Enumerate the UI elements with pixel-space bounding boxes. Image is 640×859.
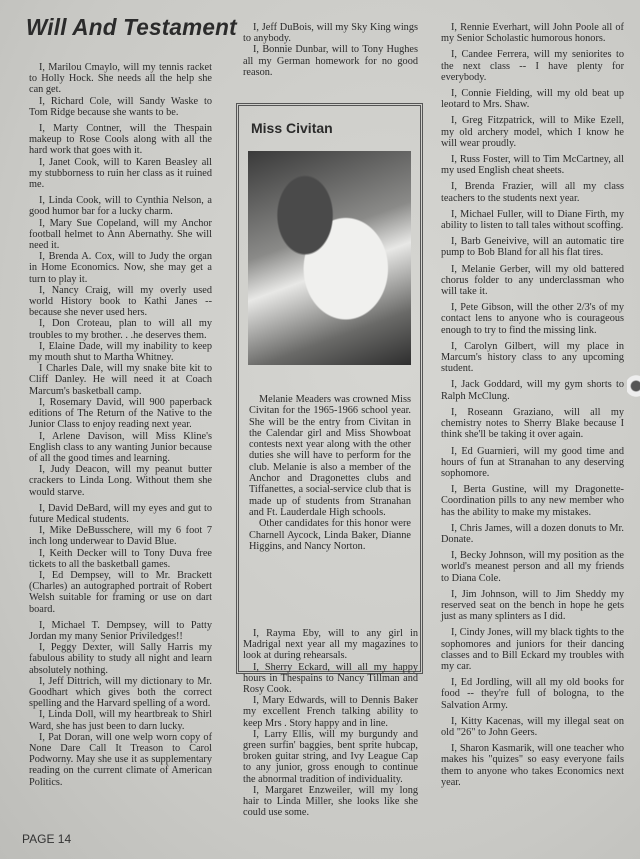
will-entry: I, Janet Cook, will to Karen Beasley all my stubborness to ruin her class as it ruined me. bbox=[29, 156, 212, 191]
will-entry: I, Ed Jordling, will all my old books for food -- they're full of bologna, to the Salvation Army. bbox=[441, 677, 624, 711]
will-entry: I, Brenda A. Cox, will to Judy the organ in Home Economics. Now, she may get a turn to play it. bbox=[29, 251, 212, 285]
will-entry: I, Jeff Dittrich, will my dictionary to Mr. Goodhart which gives both the correct spelling and the Harvard spelling of a word. bbox=[29, 675, 212, 710]
will-entry: I, Larry Ellis, will my burgundy and green surfin' baggies, bent sprite hubcap, broken guitar string, and Ivy League Cap to any junior, gross enough to continue the abnormal tradition of individuality. bbox=[243, 728, 418, 785]
will-entry: I, Jim Johnson, will to Jim Sheddy my reserved seat on the bench in hope he gets just as many splinters as I did. bbox=[441, 588, 624, 623]
will-entry: I, Rosemary David, will 900 paperback editions of The Return of the Native to the Junior Class to enjoy reading next year. bbox=[29, 396, 212, 431]
column-3 bbox=[441, 22, 624, 793]
will-entry: I, Nancy Craig, will my overly used world History book to Kathi Janes -- because she never used hers. bbox=[29, 284, 212, 319]
will-entry: I, Don Croteau, plan to will all my troubles to my brother. . .he deserves them. bbox=[29, 318, 212, 341]
column-1 bbox=[29, 62, 212, 788]
miss-civitan-photo bbox=[248, 151, 411, 365]
will-entry: I, Jeff DuBois, will my Sky King wings to anybody. bbox=[243, 22, 418, 45]
will-entry: I, Kitty Kacenas, will my illegal seat on old "26" to John Geers. bbox=[441, 715, 624, 738]
will-entry: I, Sharon Kasmarik, will one teacher who makes his "quizes" so easy everyone fails them to anyone who takes Economics next year. bbox=[441, 743, 624, 788]
will-entry: I, Margaret Enzweiler, will my long hair to Linda Miller, she looks like she could use some. bbox=[243, 784, 418, 819]
will-entry: I, Keith Decker will to Tony Duva free tickets to all the basketball games. bbox=[29, 547, 212, 570]
will-entry: I, Michael T. Dempsey, will to Patty Jordan my many Senior Priviledges!! bbox=[29, 619, 212, 642]
page-number: PAGE 14 bbox=[22, 832, 72, 846]
will-entry: I, Mike DeBusschere, will my 6 foot 7 inch long underwear to David Blue. bbox=[29, 525, 212, 548]
will-entry: I, Pete Gibson, will the other 2/3's of my contact lens to anyone who is courageous enough to try to find the missing link. bbox=[441, 302, 624, 336]
will-entry: I, Greg Fitzpatrick, will to Mike Ezell, my old archery model, which I know he will wear proudly. bbox=[441, 115, 624, 149]
column-2-bottom bbox=[243, 628, 418, 818]
will-entry: I, Cindy Jones, will my black tights to the sophomores and juniors for their dancing classes and to Bill Eckard my troubles with my car. bbox=[441, 627, 624, 672]
feature-text bbox=[249, 394, 411, 552]
will-entry: I, Becky Johnson, will my position as the world's meanest person and all my friends to Diana Cole. bbox=[441, 550, 624, 584]
will-entry: I, Rennie Everhart, will John Poole all of my Senior Scholastic humorous honors. bbox=[441, 22, 624, 45]
will-entry: I, Peggy Dexter, will Sally Harris my fabulous ability to study all night and learn absolutely nothing. bbox=[29, 642, 212, 676]
will-entry: I, Ed Dempsey, will to Mr. Brackett (Charles) an autographed portrait of Robert Welsh suitable for framing or use on dart board. bbox=[29, 569, 212, 615]
will-entry: I Charles Dale, will my snake bite kit to Cliff Danley. He will need it at Coach Marcum's basketball camp. bbox=[29, 363, 212, 397]
will-entry: I, Linda Doll, will my heartbreak to Shirl Ward, she has just been to darn lucky. bbox=[29, 709, 212, 732]
will-entry: I, Chris James, will a dozen donuts to Mr. Donate. bbox=[441, 522, 624, 545]
will-entry: I, Melanie Gerber, will my old battered chorus folder to any underclassman who will take it. bbox=[441, 263, 624, 298]
will-entry: I, Carolyn Gilbert, will my place in Marcum's history class to any upcoming student. bbox=[441, 340, 624, 375]
will-entry: I, Michael Fuller, will to Diane Firth, my ability to listen to tall tales without scoffing. bbox=[441, 208, 624, 232]
will-entry: I, Arlene Davison, will Miss Kline's English class to any wanting Junior because of all the good times and learning. bbox=[29, 430, 212, 464]
will-entry: I, Richard Cole, will Sandy Waske to Tom Ridge because she wants to be. bbox=[29, 95, 212, 118]
will-entry: I, Roseann Graziano, will all my chemistry notes to Sherry Blake because I think she'll be taking it over again. bbox=[441, 406, 624, 441]
will-entry: I, Russ Foster, will to Tim McCartney, all my used English cheat sheets. bbox=[441, 154, 624, 177]
will-entry: I, Rayma Eby, will to any girl in Madrigal next year all my magazines to look at during rehearsals. bbox=[243, 628, 418, 662]
will-entry: I, Brenda Frazier, will all my class teachers to the students next year. bbox=[441, 181, 624, 204]
will-entry: I, Marty Contner, will the Thespain makeup to Rose Cools along with all the hard work that goes with it. bbox=[29, 123, 212, 157]
will-entry: I, Marilou Cmaylo, will my tennis racket to Holly Hock. She needs all the help she can get. bbox=[29, 62, 212, 96]
will-entry: I, Elaine Dade, will my inability to keep my mouth shut to Martha Whitney. bbox=[29, 340, 212, 364]
will-entry: I, Sherry Eckard, will all my happy hours in Thespains to Nancy Tillman and Rosy Cook. bbox=[243, 661, 418, 696]
paper-tear bbox=[627, 373, 640, 399]
will-entry: I, Berta Gustine, will my Dragonette-Coordination pills to any new member who has the ability to make my mistakes. bbox=[441, 484, 624, 518]
will-entry: I, Linda Cook, will to Cynthia Nelson, a good humor bar for a lucky charm. bbox=[29, 195, 212, 218]
will-entry: I, Mary Edwards, will to Dennis Baker my excellent French talking ability to keep Mrs . Story happy and in line. bbox=[243, 695, 418, 729]
will-entry: I, Connie Fielding, will my old beat up leotard to Mrs. Shaw. bbox=[441, 88, 624, 111]
feature-title: Miss Civitan bbox=[251, 120, 333, 136]
will-entry: I, Bonnie Dunbar, will to Tony Hughes all my German homework for no good reason. bbox=[243, 44, 418, 78]
will-entry: I, David DeBard, will my eyes and gut to future Medical students. bbox=[29, 502, 212, 525]
column-2-top bbox=[243, 22, 418, 78]
will-entry: I, Mary Sue Copeland, will my Anchor football helmet to Ann Abernathy. She will need it. bbox=[29, 217, 212, 252]
will-entry: I, Barb Geneivive, will an automatic tire pump to Bob Bland for all his flat tires. bbox=[441, 236, 624, 259]
will-entry: I, Pat Doran, will one welp worn copy of None Dare Call It Treason to Carol Podworny. May she use it as supplementary reading on the current climate of American Politics. bbox=[29, 731, 212, 788]
will-entry: Other candidates for this honor were Charnell Aycock, Linda Baker, Dianne Higgins, and Nancy Norton. bbox=[249, 518, 411, 552]
miss-civitan-feature-box bbox=[236, 103, 423, 674]
will-entry: I, Judy Deacon, will my peanut butter crackers to Linda Long. Without them she would starve. bbox=[29, 464, 212, 498]
will-entry: I, Ed Guarnieri, will my good time and hours of fun at Stranahan to any deserving sophomore. bbox=[441, 445, 624, 479]
will-entry: I, Jack Goddard, will my gym shorts to Ralph McClung. bbox=[441, 379, 624, 402]
will-entry: I, Candee Ferrera, will my seniorites to the next class -- I have plenty for everybody. bbox=[441, 49, 624, 83]
will-entry: Melanie Meaders was crowned Miss Civitan for the 1965-1966 school year. She will be the entry from Civitan in the Calendar girl and Miss Showboat contests next year along with the other duties she will have to perform for the club. Melanie is also a member of the Anchor and Dragonettes clubs and Tiffanettes, a social-service club that is made up of students from Stranahan and Ft. Lauderdale High schools. bbox=[249, 394, 411, 518]
page-title: Will And Testament bbox=[26, 14, 237, 40]
